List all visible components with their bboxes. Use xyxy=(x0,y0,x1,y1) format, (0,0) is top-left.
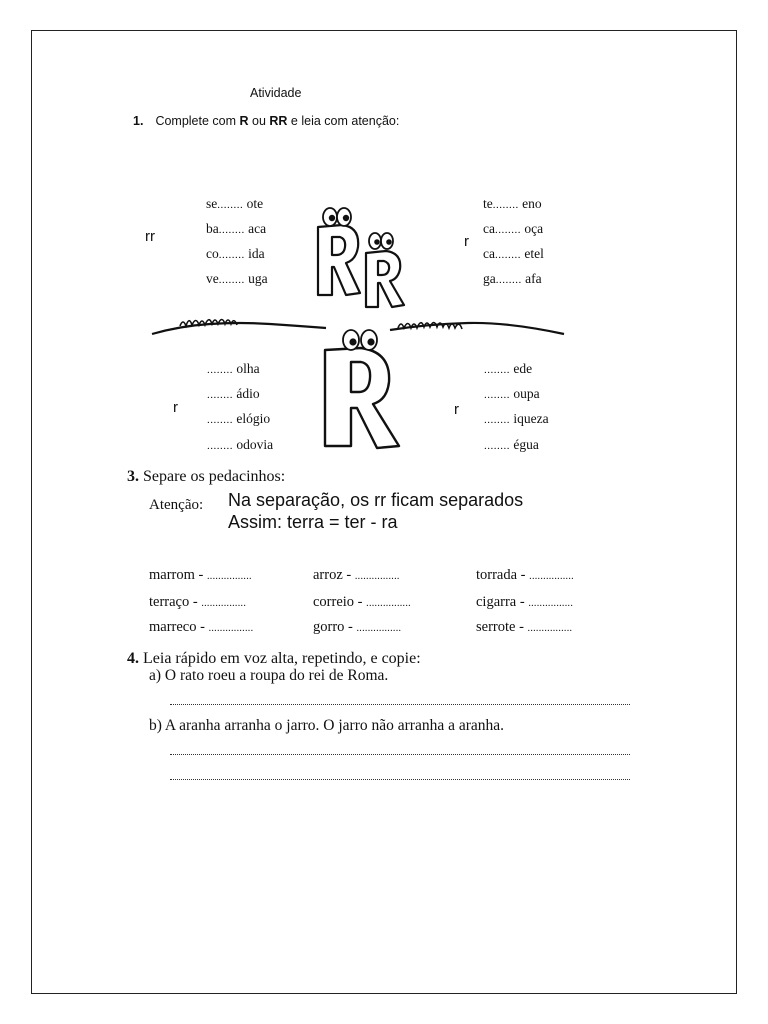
question-number: 1. xyxy=(133,114,144,128)
separate-item[interactable]: gorro - ................ xyxy=(313,619,402,635)
grass-decoration-left xyxy=(150,310,330,340)
question-text: ou xyxy=(248,114,270,128)
fill-word[interactable]: ga........ afa xyxy=(483,271,542,286)
separate-item[interactable]: torrada - ................ xyxy=(476,567,574,583)
question-text: e leia com atenção: xyxy=(287,114,400,128)
copy-line-b1[interactable] xyxy=(170,754,630,755)
side-label-r: r xyxy=(464,233,469,250)
side-label-r: r xyxy=(173,399,178,416)
fill-word[interactable]: ........ égua xyxy=(484,437,539,452)
attention-note: Na separação, os rr ficam separados Assim: terra = ter - ra xyxy=(228,490,524,532)
sentence-a: a) O rato roeu a roupa do rei de Roma. xyxy=(149,667,389,684)
fill-word[interactable]: ........ ede xyxy=(484,361,533,376)
page-title: Atividade xyxy=(250,86,302,100)
fill-word[interactable]: ........ elógio xyxy=(207,411,271,426)
separate-item[interactable]: cigarra - ................ xyxy=(476,594,574,610)
side-label-r: r xyxy=(454,401,459,418)
copy-line-b2[interactable] xyxy=(170,779,630,780)
question-text: Complete com xyxy=(155,114,240,128)
separate-item[interactable]: serrote - ................ xyxy=(476,619,573,635)
letter-r: R xyxy=(239,114,249,128)
fill-word[interactable]: ba........ aca xyxy=(206,221,267,236)
fill-word[interactable]: te........ eno xyxy=(483,196,542,211)
fill-word[interactable]: ca........ oça xyxy=(483,221,544,236)
fill-word[interactable]: ........ iqueza xyxy=(484,411,549,426)
question-1 xyxy=(133,114,399,128)
grass-decoration-right xyxy=(388,310,568,340)
copy-line-a[interactable] xyxy=(170,704,630,705)
fill-word[interactable]: ........ odovia xyxy=(207,437,274,452)
fill-word[interactable]: ca........ etel xyxy=(483,246,544,261)
fill-word[interactable]: co........ ida xyxy=(206,246,265,261)
cartoon-r-letters-illustration xyxy=(300,205,420,315)
side-label-rr: rr xyxy=(145,228,155,245)
separate-item[interactable]: correio - ................ xyxy=(313,594,411,610)
question-4-heading: 4. Leia rápido em voz alta, repetindo, e copie: xyxy=(127,650,421,667)
attention-label: Atenção: xyxy=(149,497,204,513)
sentence-b: b) A aranha arranha o jarro. O jarro não arranha a aranha. xyxy=(149,717,505,734)
separate-item[interactable]: terraço - ................ xyxy=(149,594,247,610)
question-3-heading: 3. Separe os pedacinhos: xyxy=(127,468,286,485)
letters-rr: RR xyxy=(269,114,288,128)
fill-word[interactable]: ve........ uga xyxy=(206,271,268,286)
fill-word[interactable]: se........ ote xyxy=(206,196,264,211)
separate-item[interactable]: marrom - ................ xyxy=(149,567,252,583)
separate-item[interactable]: marreco - ................ xyxy=(149,619,254,635)
cartoon-big-r-illustration xyxy=(315,322,410,452)
separate-item[interactable]: arroz - ................ xyxy=(313,567,400,583)
fill-word[interactable]: ........ olha xyxy=(207,361,260,376)
fill-word[interactable]: ........ ádio xyxy=(207,386,260,401)
fill-word[interactable]: ........ oupa xyxy=(484,386,540,401)
